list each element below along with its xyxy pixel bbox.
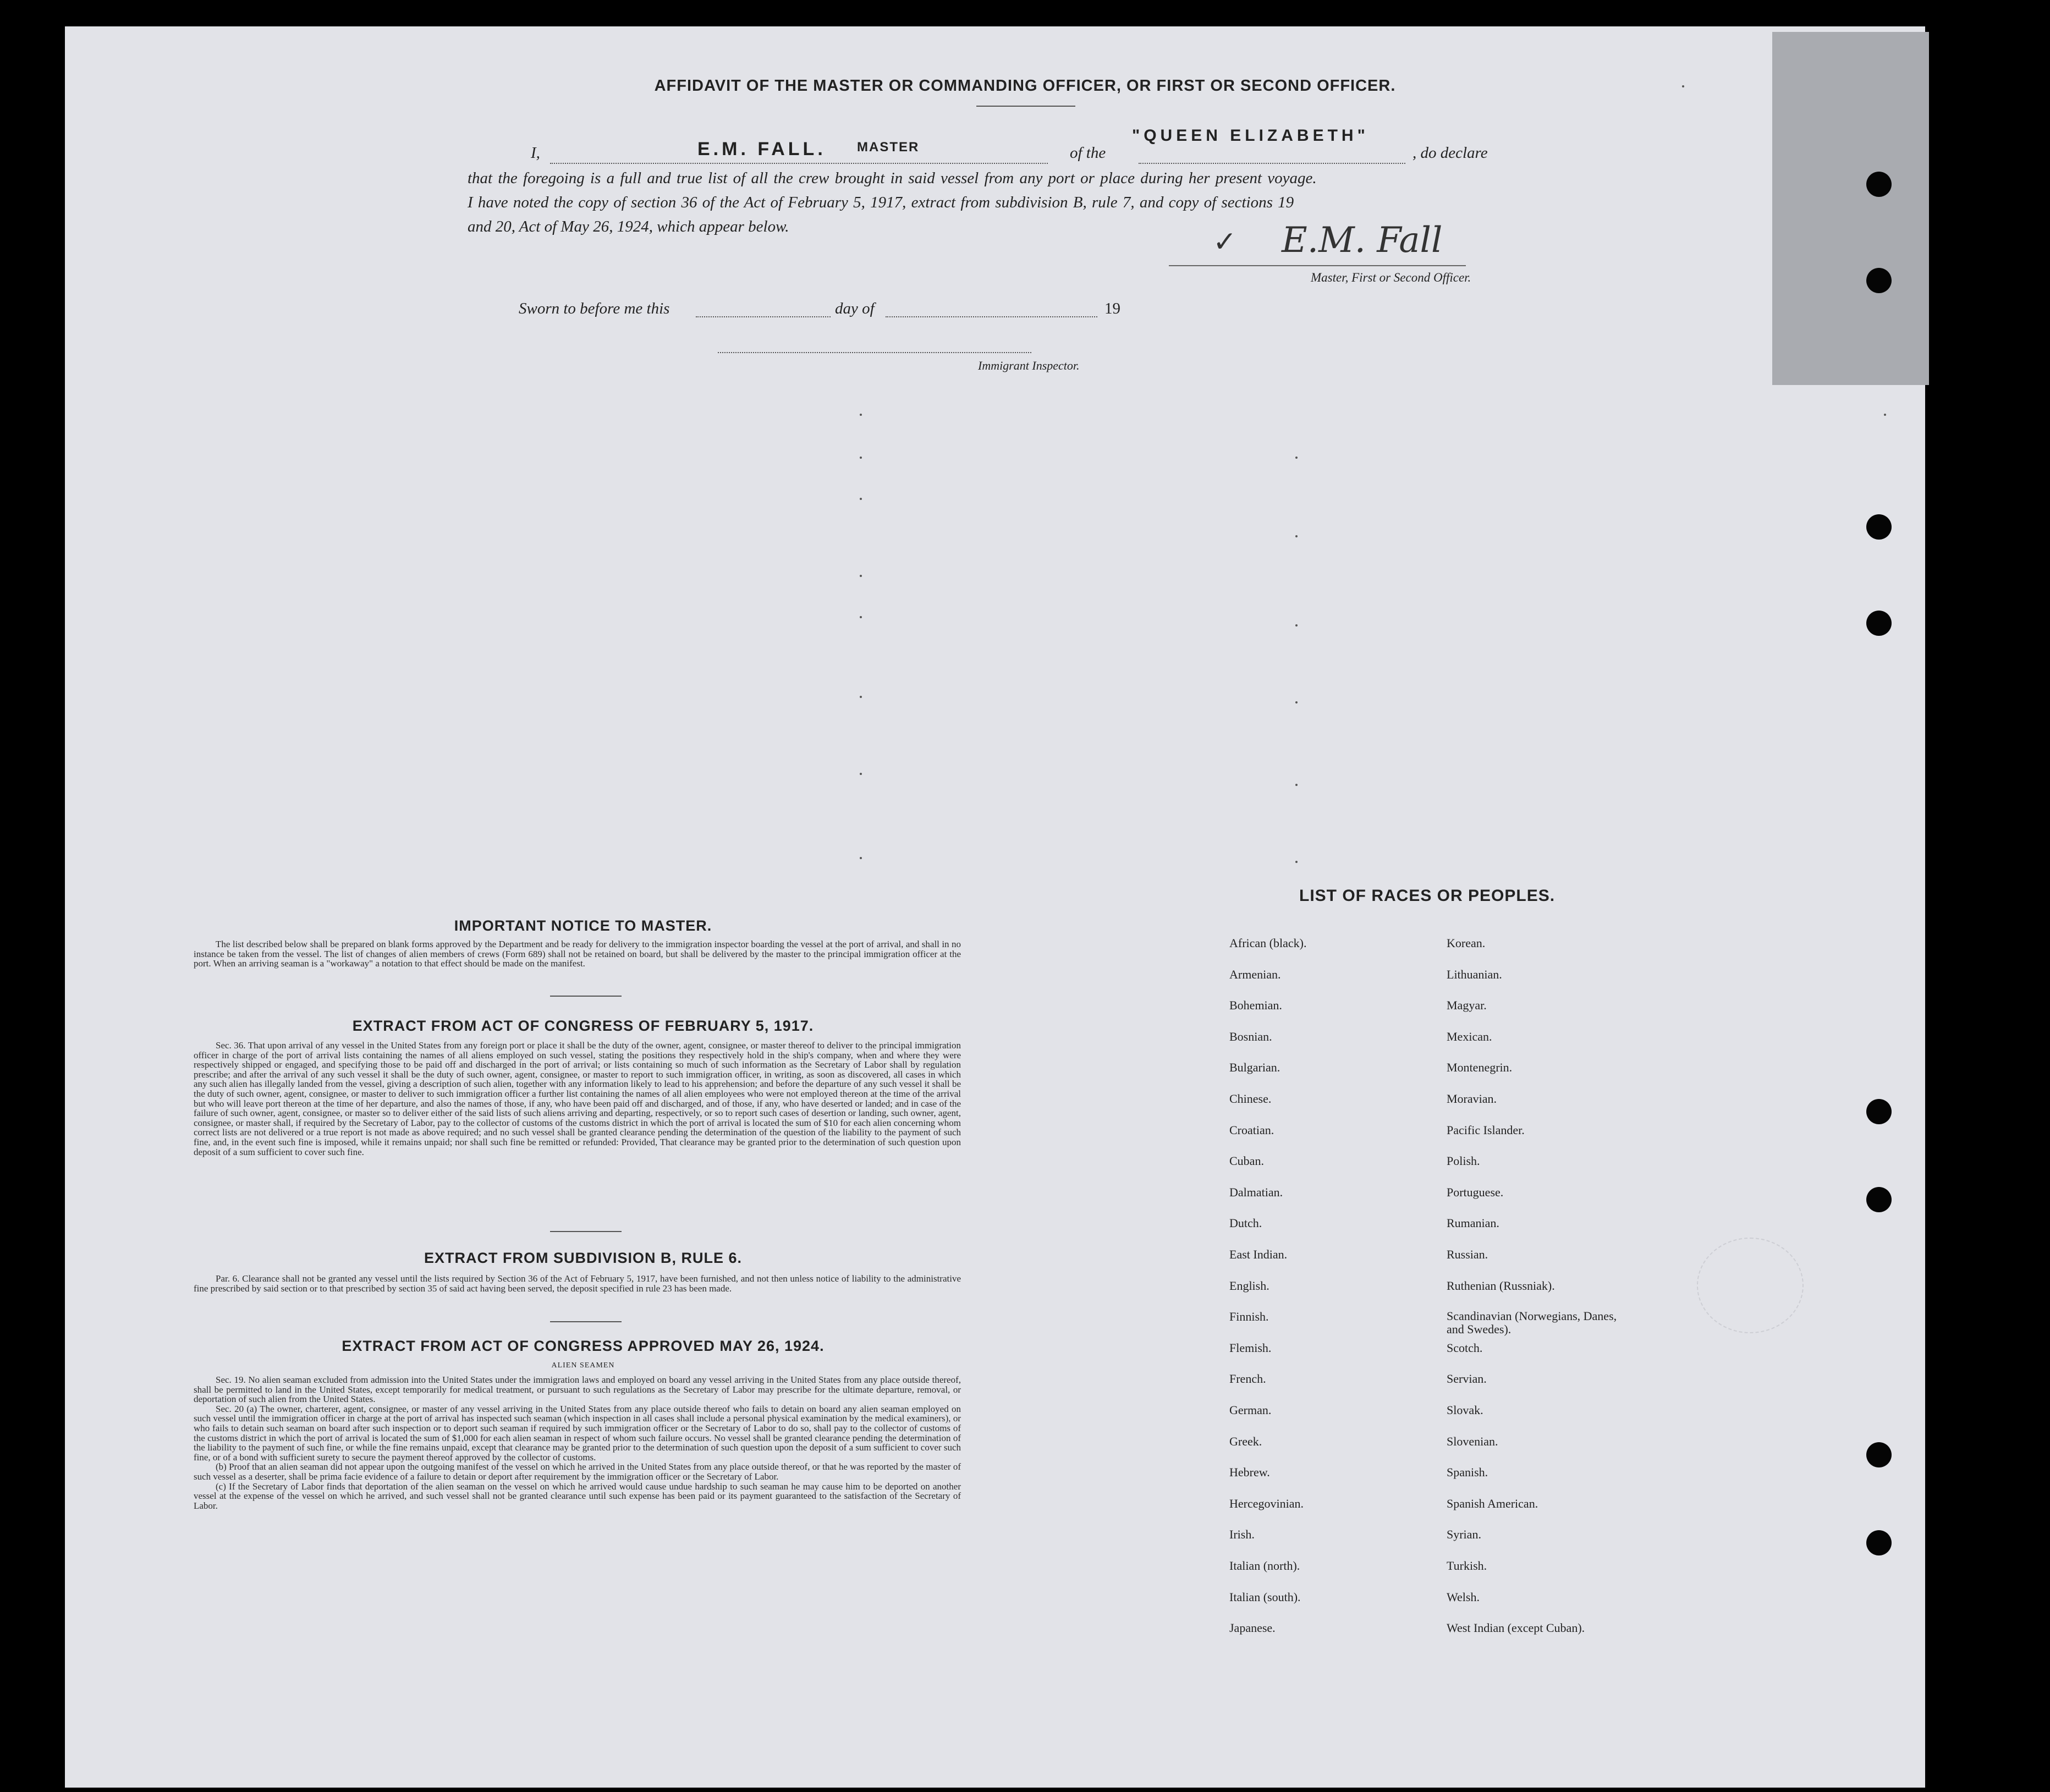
sworn-month-line — [886, 316, 1097, 317]
document-page — [65, 26, 1925, 1788]
race-item: Korean. — [1447, 936, 1486, 950]
extract-1917-text — [194, 1041, 961, 1157]
race-item: Mexican. — [1447, 1029, 1492, 1043]
extract-1924-heading: EXTRACT FROM ACT OF CONGRESS APPROVED MAY 26, 1924. — [342, 1338, 825, 1354]
race-item: Portuguese. — [1447, 1185, 1504, 1199]
race-item: Scandinavian (Norwegians, Danes, and Swedes). — [1447, 1309, 1617, 1337]
race-item: Russian. — [1447, 1247, 1488, 1261]
affidavit-line-3: I have noted the copy of section 36 of the Act of February 5, 1917, extract from subdivision B, rule 7, and copy of sections 19 — [468, 194, 1294, 211]
rule-6-text — [194, 1274, 961, 1293]
race-item: Spanish American. — [1447, 1496, 1538, 1510]
sec-36-paragraph: Sec. 36. That upon arrival of any vessel in the United States from any foreign port or place it shall be the duty of the owner, agent, consignee, or master thereof to deliver to the principal immigration officer in charge of the port of arrival lists containing the names of all aliens employed on such vessel, stating the positions they respectively hold in the ship's company, when and where they were respectively shipped or engaged, and specifying those to be paid off and discharged in the port of arrival; or lists containing so much of such information as the Secretary of Labor shall by regulation prescribe; and after the arrival of any such vessel it shall be the duty of such owner, agent, consignee, or master to report to such immigration officer, in writing, as soon as discovered, all cases in which any such alien has illegally landed from the vessel, giving a description of such alien, together with any information likely to lead to his apprehension; and before the departure of any such vessel it shall be the duty of such owner, agent, consignee, or master to deliver to such immigration officer a further list containing the names of all alien employees who were not employed thereon at the time of the arrival but who will leave port thereon at the time of her departure, and also the names of those, if any, who have been paid off and discharged, and of those, if any, who have deserted or landed; and in case of the failure of such owner, agent, consignee, or master so to deliver either of the said lists of such aliens arriving and departing, respectively, or so to report such cases of desertion or landing, such owner, agent, consignee, or master shall, if required by the Secretary of Labor, pay to the collector of customs of the customs district in which the port of arrival is located the sum of $10 for each alien concerning whom correct lists are not delivered or a true report is not made as above required; and no such vessel shall be granted clearance pending the determination of the question of the liability to the payment of such fine, and, in the event such fine is imposed, while it remains unpaid; nor shall such fine be remitted or refunded: Provided, That clearance may be granted prior to the determination of such question upon deposit of a sum sufficient to cover such fine. — [194, 1040, 961, 1157]
signature-line — [1169, 265, 1466, 266]
punch-hole-icon — [1866, 611, 1892, 636]
notice-heading: IMPORTANT NOTICE TO MASTER. — [454, 917, 712, 934]
race-item: Italian (north). — [1229, 1559, 1300, 1573]
race-item: Magyar. — [1447, 998, 1487, 1013]
of-the-label: of the — [1070, 144, 1106, 162]
inspector-line — [718, 352, 1031, 353]
race-item: French. — [1229, 1372, 1266, 1386]
master-role: MASTER — [857, 140, 920, 155]
race-item: Polish. — [1447, 1154, 1480, 1168]
race-item: Bulgarian. — [1229, 1060, 1280, 1075]
race-item: Ruthenian (Russniak). — [1447, 1278, 1555, 1293]
race-item: Welsh. — [1447, 1590, 1480, 1604]
race-item: African (black). — [1229, 936, 1307, 950]
race-item: Servian. — [1447, 1372, 1487, 1386]
race-item: Greek. — [1229, 1434, 1262, 1448]
punch-hole-icon — [1866, 1099, 1892, 1124]
race-item: Syrian. — [1447, 1527, 1481, 1542]
divider — [976, 106, 1075, 107]
sec-20c-paragraph: (c) If the Secretary of Labor finds that deportation of the alien seaman on the vessel on which he arrived would cause undue hardship to such seaman he may cause him to be deported on another vessel at the expense of the vessel on which he arrived, and such vessel shall not be granted clearance until such expense has been paid or its payment guaranteed to the satisfaction of the Secretary of Labor. — [194, 1481, 961, 1511]
signature: E.M. Fall — [1282, 220, 1443, 261]
signer-caption: Master, First or Second Officer. — [1311, 271, 1471, 284]
punch-hole-icon — [1866, 514, 1892, 540]
faded-stamp — [1697, 1238, 1804, 1333]
notice-text — [194, 939, 961, 969]
race-item: Finnish. — [1229, 1310, 1269, 1324]
race-item: Cuban. — [1229, 1154, 1264, 1168]
race-item: Armenian. — [1229, 967, 1281, 981]
divider — [550, 1231, 622, 1232]
race-item: East Indian. — [1229, 1247, 1288, 1261]
race-item: Slovak. — [1447, 1403, 1483, 1417]
rule-6-heading: EXTRACT FROM SUBDIVISION B, RULE 6. — [424, 1250, 743, 1266]
race-item: Hebrew. — [1229, 1465, 1270, 1480]
divider — [550, 996, 622, 997]
sworn-label: Sworn to before me this — [519, 300, 670, 317]
race-item: Hercegovinian. — [1229, 1496, 1304, 1510]
race-item: Pacific Islander. — [1447, 1123, 1525, 1137]
races-title: LIST OF RACES OR PEOPLES. — [1299, 887, 1556, 905]
alien-seamen-subheading: ALIEN SEAMEN — [551, 1361, 615, 1370]
sec-19-paragraph: Sec. 19. No alien seaman excluded from admission into the United States under the immigration laws and employed on board any vessel arriving in the United States from any place outside thereof, shall be permitted to land in the United States, except temporarily for medical treatment, or pursuant to such regulations as the Secretary of Labor may prescribe for the ultimate departure, removal, or deportation of such alien from the United States. — [194, 1375, 961, 1405]
do-declare-label: , do declare — [1413, 144, 1488, 162]
race-item: Croatian. — [1229, 1123, 1274, 1137]
race-item: Irish. — [1229, 1527, 1255, 1542]
race-item: Chinese. — [1229, 1092, 1272, 1106]
sec-20b-paragraph: (b) Proof that an alien seaman did not appear upon the outgoing manifest of the vessel on which he arrived in the United States from any place outside thereof, or that he was reported by the master of such vessel as a deserter, shall be prima facie evidence of a failure to detain or deport after requirement by the immigration officer or the Secretary of Labor. — [194, 1461, 961, 1482]
race-item: Japanese. — [1229, 1621, 1276, 1635]
day-of-label: day of — [835, 300, 875, 317]
master-name-line — [550, 163, 1048, 164]
affidavit-title: AFFIDAVIT OF THE MASTER OR COMMANDING OFFICER, OR FIRST OR SECOND OFFICER. — [654, 77, 1396, 95]
divider — [550, 1321, 622, 1322]
race-item: Bohemian. — [1229, 998, 1282, 1013]
race-item: Scotch. — [1447, 1340, 1483, 1355]
sworn-day-line — [696, 316, 831, 317]
affidavit-line-4: and 20, Act of May 26, 1924, which appear below. — [468, 218, 789, 235]
par-6-paragraph: Par. 6. Clearance shall not be granted any vessel until the lists required by Section 36 of the Act of February 5, 1917, have been furnished, and not then unless notice of liability to the administrative fine prescribed by said section or to that prescribed by section 35 of said act having been served, the deposit specified in rule 23 has been made. — [194, 1273, 961, 1294]
race-item: Slovenian. — [1447, 1434, 1498, 1448]
race-item: German. — [1229, 1403, 1272, 1417]
punch-hole-icon — [1866, 1442, 1892, 1467]
race-item: West Indian (except Cuban). — [1447, 1621, 1585, 1635]
punch-hole-icon — [1866, 268, 1892, 293]
notice-paragraph: The list described below shall be prepared on blank forms approved by the Department and be ready for delivery to the immigration inspector boarding the vessel at the port of arrival, and shall in no instance be taken from the vessel. The list of changes of alien members of crews (Form 689) shall not be retained on board, but shall be delivered by the master to the principal immigration officer at the port. When an arriving seaman is a "workaway" a notation to that effect should be made on the manifest. — [194, 939, 961, 969]
punch-hole-icon — [1866, 1530, 1892, 1555]
race-item: Bosnian. — [1229, 1029, 1272, 1043]
punch-hole-icon — [1866, 1187, 1892, 1212]
extract-1924-text — [194, 1375, 961, 1510]
punch-hole-icon — [1866, 172, 1892, 197]
master-name: E.M. FALL. — [697, 139, 826, 160]
race-item: Turkish. — [1447, 1559, 1487, 1573]
race-item: Spanish. — [1447, 1465, 1488, 1480]
year-label: 19 — [1104, 300, 1120, 317]
vessel-name-line — [1139, 163, 1405, 164]
vessel-name: "QUEEN ELIZABETH" — [1132, 127, 1369, 145]
affidavit-line-2: that the foregoing is a full and true list of all the crew brought in said vessel from any port or place during her present voyage. — [468, 169, 1317, 187]
race-item: Rumanian. — [1447, 1216, 1499, 1230]
race-item: Lithuanian. — [1447, 967, 1502, 981]
sec-20a-paragraph: Sec. 20 (a) The owner, charterer, agent, consignee, or master of any vessel arriving in the United States from any place outside thereof who fails to detain on board any alien seaman employed on such vessel until the immigration officer in charge at the port of arrival has inspected such seaman (which inspection in all cases shall include a personal physical examination by the medical examiners), or who fails to detain such seaman on board after such inspection or to deport such seaman if required by such immigration officer or the Secretary of Labor to do so, shall pay to the collector of customs of the customs district in which the port of arrival is located the sum of $1,000 for each alien seaman in respect of whom such failure occurs. No vessel shall be granted clearance pending the determination of the liability to the payment of such fine, or while the fine remains unpaid, except that clearance may be granted prior to the determination of such question upon the deposit of a sum sufficient to cover such fine, or of a bond with sufficient surety to secure the payment thereof approved by the collector of customs. — [194, 1403, 961, 1463]
check-mark-icon: ✓ — [1213, 226, 1237, 259]
i-label: I, — [531, 144, 540, 162]
race-item: Montenegrin. — [1447, 1060, 1513, 1075]
race-item: Moravian. — [1447, 1092, 1497, 1106]
race-item: Italian (south). — [1229, 1590, 1301, 1604]
race-item: Dalmatian. — [1229, 1185, 1283, 1199]
race-item: English. — [1229, 1278, 1269, 1293]
extract-1917-heading: EXTRACT FROM ACT OF CONGRESS OF FEBRUARY 5, 1917. — [352, 1018, 814, 1034]
inspector-caption: Immigrant Inspector. — [978, 359, 1080, 372]
race-item: Dutch. — [1229, 1216, 1262, 1230]
race-item: Flemish. — [1229, 1340, 1272, 1355]
